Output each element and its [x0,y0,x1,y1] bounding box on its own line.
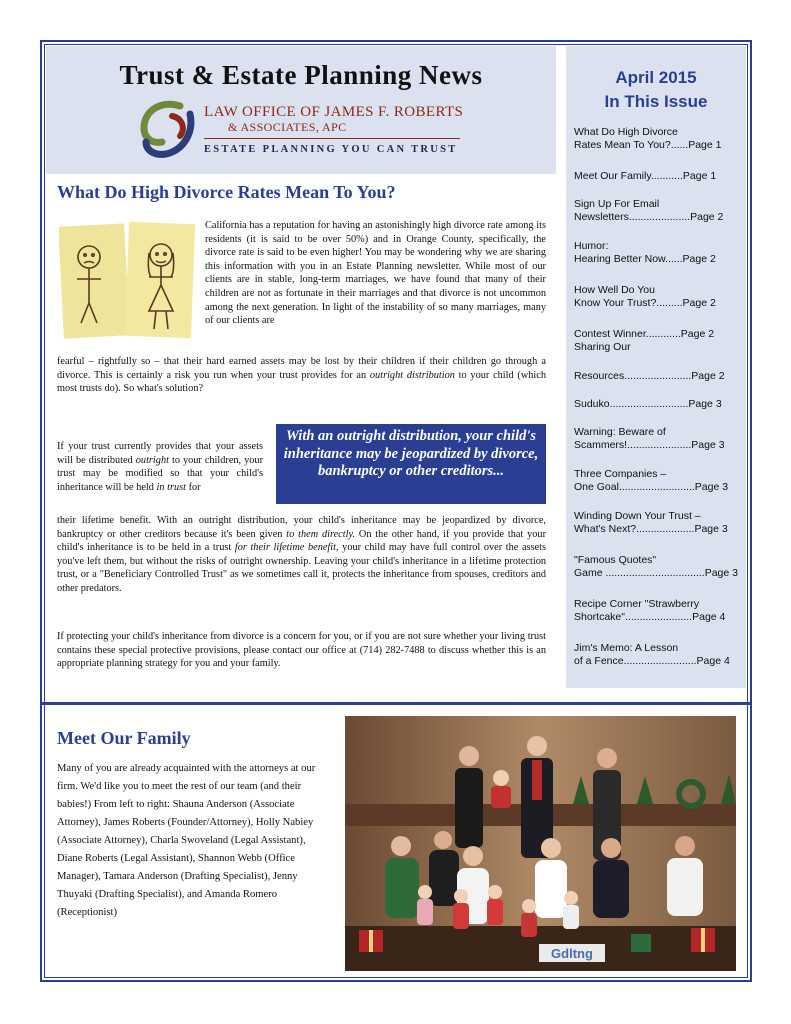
masthead [46,46,556,174]
article-divorce-paragraph-2b: their lifetime benefit. With an outright distribution, your child's inheritance may be jeopardized by divorce, bankruptcy or other creditors because it's been given to them directly. On the other hand, if you provide that your child's inheritance is to be held in a trust for their lifetime benefit, your child may have full control over the assets you've left them, but without the risks of outright ownership. Leaving your child's inheritance in a lifetime protection trust, or a "Beneficiary Controlled Trust" as we sometimes call it, protects the inheritance from spouses, creditors and other predators. [57,515,546,594]
sticky-note-couple-illustration [59,219,196,343]
toc-item[interactable]: Suduko...........................Page 3 [574,398,722,410]
article-divorce-paragraph-1a: California has a reputation for having an astonishingly high divorce rate among its residents (it is said to be over 50%) and in Orange County, specifically, the divorce rate is said to be even higher! You may be wondering why we are sharing this information with you in an Estate Planning newsletter. While most of our clients are in stable, long-term marriages, we have found that many of their children are not as fortunate in their marriages and that divorce is not uncommon among the next generation. In light of the instability of so many marriages, many of our clients are [205,220,546,327]
toc-item[interactable]: Contest Winner............Page 2 Sharing Our [574,328,715,353]
toc-item[interactable]: Resources.......................Page 2 [574,370,725,382]
toc-item[interactable]: Three Companies – One Goal..........................Page 3 [574,468,729,493]
article-divorce-paragraph-1b: fearful – rightfully so – that their hard earned assets may be lost by their children if their children go through a divorce. This is certainly a risk you run when your trust provides for an outright distribution to your child (which most trusts do). So what's solution? [57,356,547,395]
firm-tagline: ESTATE PLANNING YOU CAN TRUST [204,144,458,155]
issue-date: April 2015 [615,68,697,87]
svg-text:Gdltng: Gdltng [551,946,593,961]
pull-quote: With an outright distribution, your child's inheritance may be jeopardized by divorce, bankruptcy or other creditors... [276,424,546,504]
toc-item[interactable]: What Do High Divorce Rates Mean To You?......Page 1 [574,126,722,151]
swirl-logo-icon [132,98,202,164]
article-family-body: Many of you are already acquainted with the attorneys at our firm. We'd like you to meet the rest of our team (and their babies!) From left to right: Shauna Anderson (Associate Attorney), James Roberts (Founder/Attorney), Holly Nabiey (Associate Attorney), Charla Swoveland (Legal Assistant), Diane Roberts (Legal Assistant), Shannon Webb (Office Manager), Tamara Anderson (Drafting Specialist), Jenny Thuyaki (Drafting Specialist), and Amanda Romero (Receptionist) [57,763,316,918]
letter-blocks [539,944,605,962]
newsletter-title: Trust & Estate Planning News [119,60,483,90]
firm-logo [132,98,502,164]
logo-rule [204,138,460,139]
firm-name: LAW OFFICE OF JAMES F. ROBERTS [204,104,464,120]
in-this-issue-heading: In This Issue [604,92,708,111]
toc-item[interactable]: Humor: Hearing Better Now......Page 2 [574,240,716,265]
article-divorce-paragraph-3: If protecting your child's inheritance from divorce is a concern for you, or if you are not sure whether your living trust contains these special protective provisions, please contact our office at (714) 282-7488 to discuss whether this is an appropriate planning strategy for you and your family. [57,631,546,670]
firm-associates: & ASSOCIATES, APC [228,120,347,134]
toc-item[interactable]: Meet Our Family...........Page 1 [574,170,717,182]
section-divider [40,702,752,705]
toc-item[interactable]: How Well Do You Know Your Trust?.........Page 2 [574,284,716,309]
sidebar-in-this-issue [566,46,746,688]
toc-item[interactable]: Jim's Memo: A Lesson of a Fence.........................Page 4 [574,642,730,667]
issue-date-heading [566,66,746,114]
toc-item[interactable]: Winding Down Your Trust – What's Next?....................Page 3 [574,510,728,535]
article-divorce-heading: What Do High Divorce Rates Mean To You? [57,182,396,202]
toc-item[interactable]: Sign Up For Email Newsletters.....................Page 2 [574,198,724,223]
article-family-heading: Meet Our Family [57,728,191,748]
toc-item[interactable]: Recipe Corner "Strawberry Shortcake".......................Page 4 [574,598,726,623]
team-group-photo [345,716,736,971]
toc-item[interactable]: "Famous Quotes" Game ..................................Page 3 [574,554,738,579]
toc-item[interactable]: Warning: Beware of Scammers!......................Page 3 [574,426,725,451]
article-divorce-paragraph-2a: If your trust currently provides that your assets will be distributed outright to your children, your trust may be modified so that your child's inheritance will be held in trust for [57,441,263,493]
